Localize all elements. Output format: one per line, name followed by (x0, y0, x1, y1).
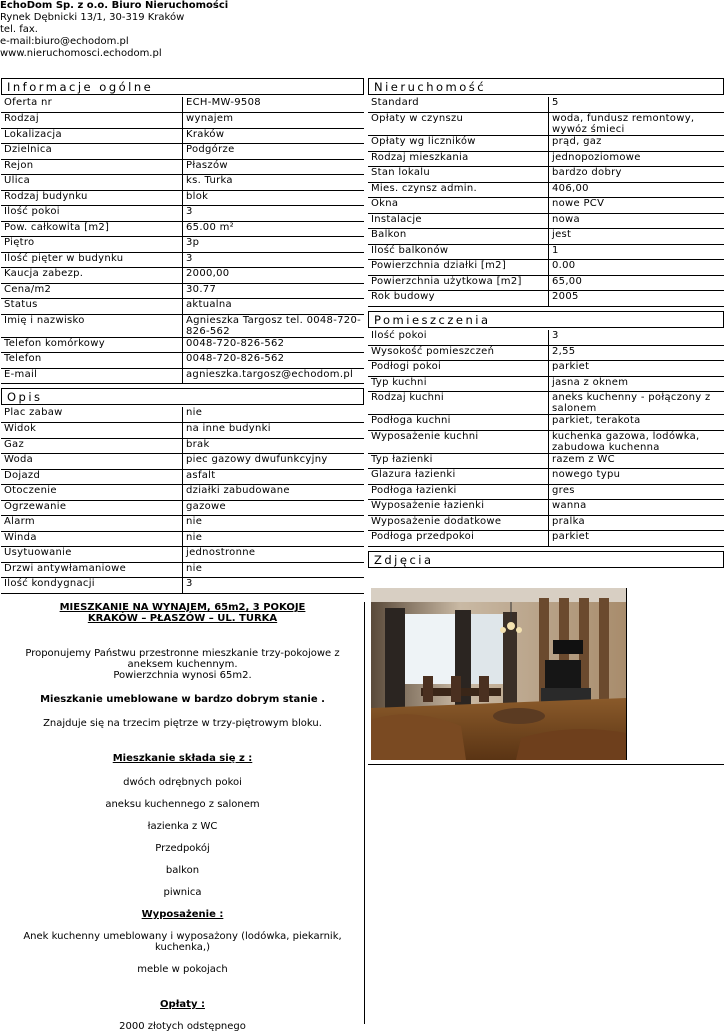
rooms-label: Podłoga kuchni (368, 415, 549, 431)
rooms-value: razem z WC (549, 453, 724, 469)
rooms-row (368, 469, 724, 485)
rooms-label: Typ kuchni (368, 376, 549, 392)
layout-item: łazienka z WC (1, 821, 364, 832)
general-info-value: agnieszka.targosz@echodom.pl (183, 368, 365, 384)
fees-heading: Opłaty : (1, 999, 364, 1010)
general-info-value: Płaszów (183, 159, 365, 175)
property-label: Opłaty w czynszu (368, 113, 549, 136)
description-row (1, 423, 364, 439)
general-info-label: Status (1, 299, 183, 315)
property-value: jednopoziomowe (549, 151, 724, 167)
property-value: 1 (549, 244, 724, 260)
general-info-row (1, 299, 364, 315)
general-info-label: Kaucja zabezp. (1, 268, 183, 284)
general-info-value: 0048-720-826-562 (183, 337, 365, 353)
property-value: 5 (549, 97, 724, 113)
general-info-value: 0048-720-826-562 (183, 353, 365, 369)
property-label: Balkon (368, 229, 549, 245)
description-value: brak (183, 438, 365, 454)
rooms-row (368, 453, 724, 469)
description-row (1, 469, 364, 485)
general-info-value: 30.77 (183, 283, 365, 299)
description-value: gazowe (183, 500, 365, 516)
rooms-value: aneks kuchenny - połączony z salonem (549, 392, 724, 415)
general-info-row (1, 175, 364, 191)
section-title-opis: Opis (1, 388, 364, 405)
description-row (1, 407, 364, 423)
rooms-row (368, 361, 724, 377)
general-info-table (1, 97, 364, 384)
description-label: Widok (1, 423, 183, 439)
rooms-value: jasna z oknem (549, 376, 724, 392)
description-furnished: Mieszkanie umeblowane w bardzo dobrym stanie . (1, 694, 364, 705)
general-info-row (1, 353, 364, 369)
description-row (1, 562, 364, 578)
general-info-value: ks. Turka (183, 175, 365, 191)
rooms-row (368, 515, 724, 531)
fees-item: 2000 złotych odstępnego (1, 1021, 364, 1032)
company-email[interactable]: e-mail:biuro@echodom.pl (0, 36, 228, 48)
rooms-value: gres (549, 484, 724, 500)
section-title-general: Informacje ogólne (1, 78, 364, 95)
general-info-row (1, 97, 364, 113)
general-info-label: Lokalizacja (1, 128, 183, 144)
description-label: Dojazd (1, 469, 183, 485)
description-floor: Znajduje się na trzecim piętrze w trzy-piętrowym bloku. (1, 718, 364, 729)
rooms-label: Wyposażenie dodatkowe (368, 515, 549, 531)
general-info-label: Rodzaj (1, 113, 183, 129)
description-value: piec gazowy dwufunkcyjny (183, 454, 365, 470)
description-heading-1: MIESZKANIE NA WYNAJEM, 65m2, 3 POKOJE (1, 602, 364, 613)
property-row (368, 229, 724, 245)
rooms-row (368, 430, 724, 453)
general-info-value: 3 (183, 206, 365, 222)
rooms-table (368, 330, 724, 547)
rooms-value: 3 (549, 330, 724, 346)
description-value: nie (183, 407, 365, 423)
general-info-row (1, 221, 364, 237)
apartment-photo[interactable] (371, 588, 627, 760)
rooms-label: Podłoga łazienki (368, 484, 549, 500)
description-value: jednostronne (183, 547, 365, 563)
living-room-photo-icon (371, 588, 626, 760)
general-info-label: Ulica (1, 175, 183, 191)
property-label: Powierzchnia użytkowa [m2] (368, 275, 549, 291)
equipment-item: Anek kuchenny umeblowany i wyposażony (lodówka, piekarnik, kuchenka,) (1, 931, 364, 953)
general-info-value: Podgórze (183, 144, 365, 160)
equipment-item: meble w pokojach (1, 964, 364, 975)
property-label: Ilość balkonów (368, 244, 549, 260)
property-value: 65,00 (549, 275, 724, 291)
rooms-label: Rodzaj kuchni (368, 392, 549, 415)
property-row (368, 275, 724, 291)
rooms-row (368, 330, 724, 346)
section-title-property: Nieruchomość (368, 78, 724, 95)
rooms-value: parkiet (549, 531, 724, 547)
property-label: Stan lokalu (368, 167, 549, 183)
description-label: Woda (1, 454, 183, 470)
general-info-value: 3p (183, 237, 365, 253)
description-area: Powierzchnia wynosi 65m2. (1, 670, 364, 681)
property-value: 2005 (549, 291, 724, 307)
description-row (1, 500, 364, 516)
description-row (1, 454, 364, 470)
property-label: Opłaty wg liczników (368, 136, 549, 152)
general-info-value: blok (183, 190, 365, 206)
general-info-value: 65.00 m² (183, 221, 365, 237)
equipment-heading: Wyposażenie : (1, 909, 364, 920)
description-label: Usytuowanie (1, 547, 183, 563)
property-value: woda, fundusz remontowy, wywóz śmieci (549, 113, 724, 136)
description-label: Ogrzewanie (1, 500, 183, 516)
description-label: Winda (1, 531, 183, 547)
rooms-value: 2,55 (549, 345, 724, 361)
rooms-value: wanna (549, 500, 724, 516)
property-label: Instalacje (368, 213, 549, 229)
rooms-label: Podłoga przedpokoi (368, 531, 549, 547)
property-value: nowe PCV (549, 198, 724, 214)
rooms-label: Wyposażenie kuchni (368, 430, 549, 453)
property-value: 406,00 (549, 182, 724, 198)
property-row (368, 198, 724, 214)
property-value: jest (549, 229, 724, 245)
rooms-row (368, 415, 724, 431)
property-row (368, 113, 724, 136)
general-info-value: Kraków (183, 128, 365, 144)
property-row (368, 151, 724, 167)
description-label: Plac zabaw (1, 407, 183, 423)
property-row (368, 260, 724, 276)
company-website[interactable]: www.nieruchomosci.echodom.pl (0, 48, 228, 60)
general-info-label: Rejon (1, 159, 183, 175)
property-row (368, 167, 724, 183)
general-info-value: Agnieszka Targosz tel. 0048-720-826-562 (183, 314, 365, 337)
general-info-label: Telefon (1, 353, 183, 369)
property-value: bardzo dobry (549, 167, 724, 183)
general-info-value: 3 (183, 252, 365, 268)
general-info-value: aktualna (183, 299, 365, 315)
description-heading-2: KRAKÓW – PŁASZÓW – UL. TURKA (1, 613, 364, 624)
general-info-row (1, 113, 364, 129)
general-info-row (1, 128, 364, 144)
description-value: nie (183, 516, 365, 532)
agency-header (0, 0, 228, 60)
general-info-label: Ilość pięter w budynku (1, 252, 183, 268)
photo-gallery (368, 586, 724, 765)
rooms-row (368, 484, 724, 500)
rooms-row (368, 500, 724, 516)
property-value: 0.00 (549, 260, 724, 276)
layout-item: dwóch odrębnych pokoi (1, 777, 364, 788)
general-info-row (1, 314, 364, 337)
property-label: Mies. czynsz admin. (368, 182, 549, 198)
general-info-value: 2000,00 (183, 268, 365, 284)
section-title-photos: Zdjęcia (368, 551, 724, 568)
description-label: Gaz (1, 438, 183, 454)
property-row (368, 97, 724, 113)
rooms-value: pralka (549, 515, 724, 531)
description-row (1, 485, 364, 501)
rooms-label: Wysokość pomieszczeń (368, 345, 549, 361)
description-table (1, 407, 364, 594)
general-info-label: Ilość pokoi (1, 206, 183, 222)
description-paragraph: Proponujemy Państwu przestronne mieszkanie trzy-pokojowe z aneksem kuchennym. (1, 648, 364, 670)
general-info-label: Rodzaj budynku (1, 190, 183, 206)
layout-item: balkon (1, 865, 364, 876)
description-value: 3 (183, 578, 365, 594)
general-info-label: E-mail (1, 368, 183, 384)
layout-item: aneksu kuchennego z salonem (1, 799, 364, 810)
property-label: Standard (368, 97, 549, 113)
property-row (368, 244, 724, 260)
property-row (368, 291, 724, 307)
description-row (1, 578, 364, 594)
rooms-label: Podłogi pokoi (368, 361, 549, 377)
description-value: nie (183, 562, 365, 578)
description-value: asfalt (183, 469, 365, 485)
company-name: EchoDom Sp. z o.o. Biuro Nieruchomości (0, 0, 228, 12)
general-info-label: Telefon komórkowy (1, 337, 183, 353)
rooms-row (368, 345, 724, 361)
general-info-label: Oferta nr (1, 97, 183, 113)
general-info-value: ECH-MW-9508 (183, 97, 365, 113)
description-value: na inne budynki (183, 423, 365, 439)
offer-description (1, 602, 365, 1024)
description-label: Ilość kondygnacji (1, 578, 183, 594)
general-info-row (1, 159, 364, 175)
description-row (1, 547, 364, 563)
general-info-row (1, 268, 364, 284)
rooms-row (368, 376, 724, 392)
general-info-label: Cena/m2 (1, 283, 183, 299)
rooms-label: Wyposażenie łazienki (368, 500, 549, 516)
property-row (368, 213, 724, 229)
description-value: nie (183, 531, 365, 547)
rooms-row (368, 392, 724, 415)
description-label: Alarm (1, 516, 183, 532)
general-info-row (1, 190, 364, 206)
property-table (368, 97, 724, 307)
description-row (1, 516, 364, 532)
property-row (368, 182, 724, 198)
description-layout-heading: Mieszkanie składa się z : (1, 753, 364, 764)
property-label: Rok budowy (368, 291, 549, 307)
general-info-label: Pow. całkowita [m2] (1, 221, 183, 237)
general-info-row (1, 237, 364, 253)
general-info-row (1, 206, 364, 222)
description-label: Otoczenie (1, 485, 183, 501)
rooms-value: parkiet (549, 361, 724, 377)
rooms-row (368, 531, 724, 547)
general-info-label: Dzielnica (1, 144, 183, 160)
general-info-label: Imię i nazwisko (1, 314, 183, 337)
general-info-row (1, 337, 364, 353)
property-label: Rodzaj mieszkania (368, 151, 549, 167)
right-column (368, 78, 724, 570)
property-value: prąd, gaz (549, 136, 724, 152)
company-fax: tel. fax. (0, 24, 228, 36)
rooms-value: parkiet, terakota (549, 415, 724, 431)
company-address: Rynek Dębnicki 13/1, 30-319 Kraków (0, 12, 228, 24)
description-row (1, 438, 364, 454)
description-row (1, 531, 364, 547)
left-column (1, 78, 364, 594)
property-label: Okna (368, 198, 549, 214)
general-info-row (1, 283, 364, 299)
section-title-rooms: Pomieszczenia (368, 311, 724, 328)
property-label: Powierzchnia działki [m2] (368, 260, 549, 276)
description-label: Drzwi antywłamaniowe (1, 562, 183, 578)
general-info-row (1, 368, 364, 384)
property-row (368, 136, 724, 152)
rooms-value: kuchenka gazowa, lodówka, zabudowa kuchenna (549, 430, 724, 453)
description-value: działki zabudowane (183, 485, 365, 501)
general-info-label: Piętro (1, 237, 183, 253)
general-info-row (1, 252, 364, 268)
layout-item: Przedpokój (1, 843, 364, 854)
rooms-label: Glazura łazienki (368, 469, 549, 485)
rooms-label: Typ łazienki (368, 453, 549, 469)
general-info-row (1, 144, 364, 160)
layout-item: piwnica (1, 887, 364, 898)
rooms-value: nowego typu (549, 469, 724, 485)
general-info-value: wynajem (183, 113, 365, 129)
rooms-label: Ilość pokoi (368, 330, 549, 346)
property-value: nowa (549, 213, 724, 229)
